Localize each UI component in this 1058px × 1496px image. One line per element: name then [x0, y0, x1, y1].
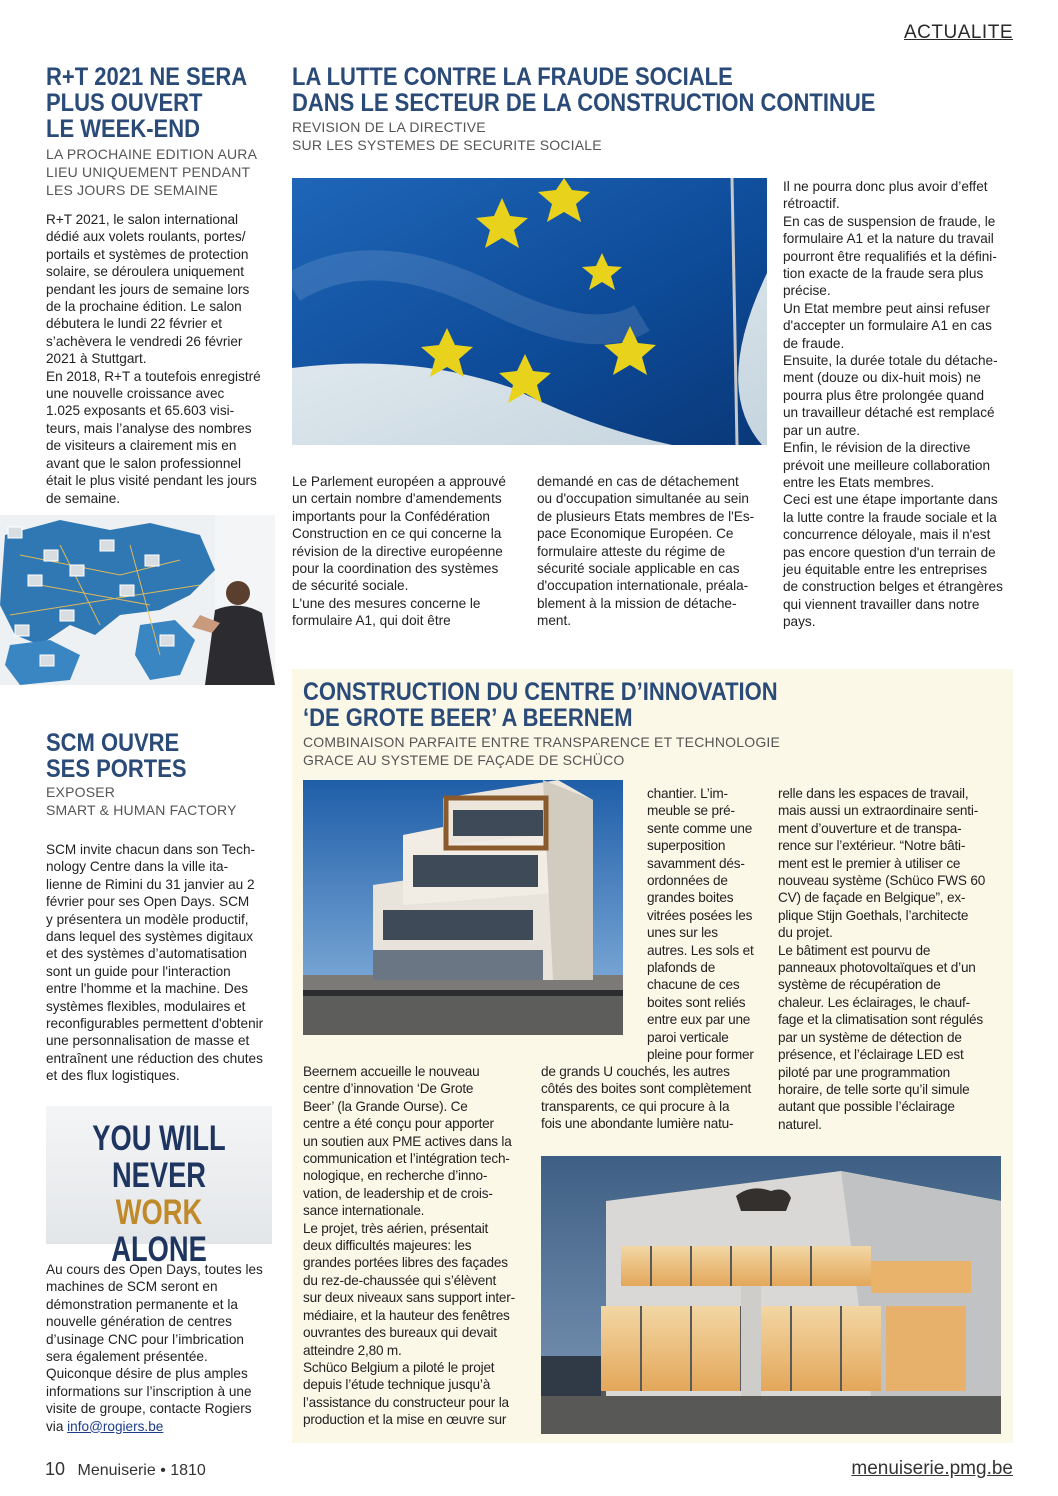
banner-line-3: ALONE	[111, 1230, 207, 1269]
eu-flag-photo	[292, 178, 767, 445]
fraude-col3: Il ne pourra donc plus avoir d’effet rétroactif. En cas de suspension de fraude, le formulaire A1 et la nature du travail pourront être requalifiés et la défini- tion exacte de la fraude sera plus précise. Un Etat membre peut ainsi refuser d'accepter un formulaire A1 en cas de fraude. Ensuite, la durée totale du détache- ment (douze ou dix-huit mois) ne pourra plus être prolongée quand un travailleur détaché est remplacé par un autre. Enfin, le révision de la directive prévoit une meilleure collaboration entre les Etats membres. Ceci est une étape importante dans la lutte contre la fraude sociale et la concurrence déloyale, mais il n'est pas encore question d'un terrain de jeu équitable entre les entreprises de construction belges et étrangères qui viennent travailler dans notre pays.	[783, 179, 1003, 630]
website-link[interactable]: menuiserie.pmg.be	[851, 1458, 1013, 1479]
fraude-article-title: LA LUTTE CONTRE LA FRAUDE SOCIALE DANS LE SECTEUR DE LA CONSTRUCTION CONTINUE	[292, 63, 876, 117]
rt-article-subtitle: LA PROCHAINE EDITION AURA LIEU UNIQUEMENT PENDANT LES JOURS DE SEMAINE	[46, 146, 258, 198]
beer-article-subtitle: COMBINAISON PARFAITE ENTRE TRANSPARENCE ET TECHNOLOGIE GRACE AU SYSTEME DE FAÇADE DE SCHÜCO	[303, 734, 781, 768]
section-label: ACTUALITE	[903, 22, 1013, 43]
banner-line-2: NEVER WORK	[111, 1156, 207, 1232]
banner-line-1: YOU WILL	[92, 1119, 226, 1158]
beer-col2-bottom: de grands U couchés, les autres côtés des boites sont complètement transparents, ce qui procure à la fois une abondante lumière natu-	[541, 1064, 752, 1132]
fraude-col1: Le Parlement européen a approuvé un certain nombre d'amendements importants pour la Confédération Construction en ce qui concerne la révision de la directive européenne pour la coordination des systèmes de sécurité sociale. L'une des mesures concerne le formulaire A1, qui doit être	[292, 474, 506, 629]
world-map-photo	[0, 515, 275, 685]
scm-article-title: SCM OUVRE SES PORTES	[46, 729, 187, 783]
scm-article-subtitle: EXPOSER SMART & HUMAN FACTORY	[46, 784, 237, 818]
rt-article-body: R+T 2021, le salon international dédié aux volets roulants, portes/ portails et systèmes de protection solaire, se déroulera uniquement pendant les jours de semaine lors de la prochaine édition. Le salon débutera le lundi 22 février et s’achèvera le vendredi 26 février 2021 à Stuttgart. En 2018, R+T a toutefois enregistré une nouvelle croissance avec 1.025 exposants et 65.603 visi- teurs, mais l’analyse des nombres de visiteurs a clairement mis en avant que le salon professionnel était le plus visité pendant les jours de semaine.	[46, 212, 261, 506]
scm-banner	[46, 1106, 272, 1269]
beer-article-title: CONSTRUCTION DU CENTRE D’INNOVATION ‘DE GROTE BEER’ A BEERNEM	[303, 678, 778, 732]
rt-article-title: R+T 2021 NE SERA PLUS OUVERT LE WEEK-END	[46, 63, 248, 143]
scm-body-2: Au cours des Open Days, toutes les machines de SCM seront en démonstration permanente et la nouvelle génération de centres d’usinage CNC pour l’imbrication sera également présentée. Quiconque désire de plus amples informations sur l’inscription à une visite de groupe, contacte Rogiers via info@rogiers.be	[46, 1262, 263, 1434]
beer-col3: relle dans les espaces de travail, mais aussi un extraordinaire senti- ment d’ouverture et de transpa- rence sur l’extérieur. “Notre bâti- ment est le premier à utiliser ce nouveau système (Schüco FWS 60 CV) de façade en Belgique”, ex- plique Stijn Goethals, l’architecte du projet. Le bâtiment est pourvu de panneaux photovoltaïques et d’un système de récupération de chaleur. Les éclairages, le chauf- fage et la climatisation sont régulés par un système de détection de présence, et l’éclairage LED est piloté par une programmation horaire, de telle sorte qu’il simule autant que possible l’éclairage naturel.	[778, 786, 986, 1132]
beer-col1: Beernem accueille le nouveau centre d’innovation ‘De Grote Beer’ (la Grande Ourse). Ce centre a été conçu pour apporter un soutien aux PME actives dans la communication et l’intégration tech- nologique, en recherche d’inno- vation, de leadership et de crois- sance internationale. Le projet, très aérien, présentait deux difficultés majeures: les grandes portées libres des façades du rez-de-chaussée qui s’élèvent sur deux niveaux sans support inter- médiaire, et la hauteur des fenêtres ouvrantes des bureaux qui devait atteindre 2,80 m. Schüco Belgium a piloté le projet depuis l’étude technique jusqu’à l’assistance du constructeur pour la production et la mise en œuvre sur	[303, 1064, 515, 1428]
building-day-photo	[303, 780, 623, 1035]
fraude-col2: demandé en cas de détachement ou d'occupation simultanée au sein de plusieurs Etats membres de l'Es- pace Economique Européen. Ce formulaire atteste du régime de sécurité sociale applicable en cas d'occupation internationale, préala- blement à la mission de détache- ment.	[537, 474, 755, 629]
beer-col2-top: chantier. L’im- meuble se pré- sente comme une superposition savamment dés- ordonnées de grandes boites vitrées posées les unes sur les autres. Les sols et plafonds de chacune de ces boites sont reliés entre eux par une paroi verticale pleine pour former	[647, 786, 754, 1063]
building-night-photo	[541, 1156, 1001, 1434]
email-link[interactable]: info@rogiers.be	[67, 1418, 164, 1434]
fraude-article-subtitle: REVISION DE LA DIRECTIVE SUR LES SYSTEMES DE SECURITE SOCIALE	[292, 119, 602, 153]
scm-body-1: SCM invite chacun dans son Tech- nology Centre dans la ville ita- lienne de Rimini du 31 janvier au 2 février pour ses Open Days. SCM y présentera un modèle productif, dans lequel des systèmes digitaux et des systèmes d’automatisation sont un guide pour l'interaction entre l'homme et la machine. Des systèmes flexibles, modulaires et reconfigurables permettent d'obtenir une personnalisation de masse et entraînent une réduction des chutes et des flux logistiques.	[46, 842, 264, 1084]
page-number: 10	[45, 1459, 66, 1479]
magazine-issue: Menuiserie • 1810	[77, 1462, 206, 1479]
footer-left	[45, 1459, 206, 1480]
